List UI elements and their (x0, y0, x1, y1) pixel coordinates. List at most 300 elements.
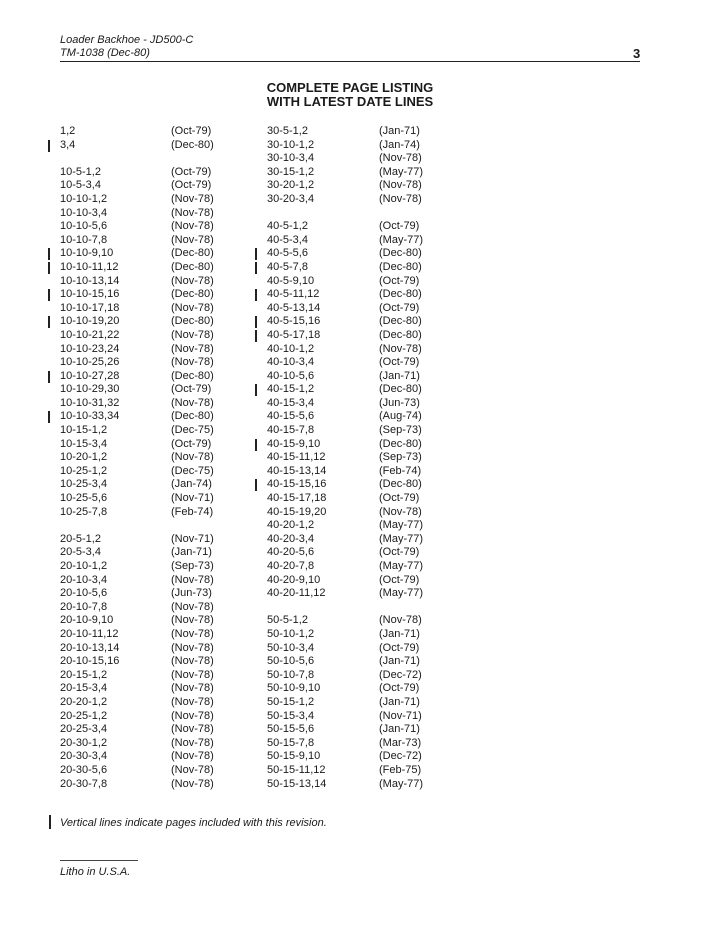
page-range-label: 40-15-7,8 (267, 424, 315, 437)
date-line: (Nov-78) (171, 396, 214, 409)
date-line: (Nov-78) (379, 342, 422, 355)
date-line: (Oct-79) (379, 573, 420, 586)
page-range-label: 40-15-17,18 (267, 492, 327, 505)
page-range (267, 234, 326, 248)
page-range-label: 10-15-3,4 (60, 437, 108, 450)
date-line: (Nov-78) (171, 301, 214, 314)
date-line: (Nov-78) (171, 763, 214, 776)
page-range-label: 50-15-13,14 (267, 777, 327, 790)
date-line: (Dec-80) (379, 478, 422, 491)
footer-rule (60, 860, 138, 861)
page-range (267, 778, 326, 792)
date-line: (Nov-78) (171, 668, 214, 681)
date-line: (Dec-80) (171, 138, 214, 151)
legend-note: Vertical lines indicate pages included with this revision. (60, 817, 327, 829)
page-range-label: 10-10-13,14 (60, 274, 120, 287)
page-range-label: 30-20-3,4 (267, 192, 315, 205)
page-range-label: 10-10-31,32 (60, 396, 120, 409)
page-range-label: 10-10-29,30 (60, 383, 120, 396)
date-line: (Nov-78) (379, 614, 422, 627)
page-range (60, 315, 119, 329)
page-range (267, 383, 326, 397)
date-line: (Dec-80) (379, 437, 422, 450)
page-range (60, 125, 119, 139)
page-range (267, 315, 326, 329)
page-range-label: 10-10-15,16 (60, 288, 120, 301)
page-range-label: 20-30-5,6 (60, 763, 108, 776)
page-range (267, 492, 326, 506)
page-range-label: 50-15-3,4 (267, 709, 315, 722)
page-range (267, 220, 326, 234)
page-range-label: 40-10-1,2 (267, 342, 315, 355)
page-range (60, 587, 119, 601)
date-line (171, 152, 214, 166)
date-line: (Jan-74) (379, 138, 420, 151)
page-range (60, 261, 119, 275)
date-line: (Nov-78) (171, 233, 214, 246)
page-range (267, 628, 326, 642)
header-manual-id: TM-1038 (Dec-80) (60, 47, 150, 59)
date-line: (Jan-71) (379, 723, 420, 736)
date-line: (Dec-80) (171, 315, 214, 328)
page-range (267, 723, 326, 737)
page-range-label: 10-10-7,8 (60, 233, 108, 246)
date-line: (Nov-78) (171, 573, 214, 586)
revision-bar-icon (48, 248, 50, 260)
page-range (60, 682, 119, 696)
date-line: (Oct-79) (171, 179, 212, 192)
page-range-label: 30-10-1,2 (267, 138, 315, 151)
date-line: (Nov-78) (171, 614, 214, 627)
page-range (267, 451, 326, 465)
page-range-label: 10-25-7,8 (60, 505, 108, 518)
page-subtitle: WITH LATEST DATE LINES (266, 94, 434, 109)
date-line: (Dec-72) (379, 750, 422, 763)
page-range (267, 179, 326, 193)
page-range-label: 10-25-5,6 (60, 492, 108, 505)
page-range (267, 696, 326, 710)
date-line: (Jan-74) (171, 478, 212, 491)
page-range-label: 10-10-1,2 (60, 192, 108, 205)
date-line: (Oct-79) (171, 125, 212, 137)
date-line: (Jan-71) (379, 369, 420, 382)
revision-bar-icon (48, 411, 50, 423)
page-range-label: 20-10-11,12 (60, 627, 119, 640)
page-range (267, 370, 326, 384)
page-range (267, 601, 326, 615)
revision-bar-icon (48, 289, 50, 301)
date-line: (Nov-78) (171, 641, 214, 654)
page-range-label: 40-15-15,16 (267, 478, 327, 491)
page-range (267, 152, 326, 166)
page-range-label: 40-5-11,12 (267, 288, 320, 301)
page-range (60, 614, 119, 628)
page-range-label: 30-5-1,2 (267, 125, 308, 137)
date-line: (May-77) (379, 777, 424, 790)
page-range (60, 288, 119, 302)
page-range (267, 506, 326, 520)
page-range-label: 20-10-5,6 (60, 587, 108, 600)
page-range (267, 329, 326, 343)
page-range-label: 20-30-1,2 (60, 736, 108, 749)
page-range (60, 628, 119, 642)
page-range-label: 3,4 (60, 138, 76, 151)
date-line: (Feb-75) (379, 763, 422, 776)
date-line: (Oct-79) (379, 220, 420, 233)
page-range (60, 329, 119, 343)
page-range (60, 778, 119, 792)
page-range (60, 424, 119, 438)
date-line: (Oct-79) (379, 641, 420, 654)
page-range-label: 40-5-13,14 (267, 301, 321, 314)
date-line: (Nov-78) (379, 505, 422, 518)
page-range (267, 356, 326, 370)
page-range (60, 478, 119, 492)
left-dates-column (171, 125, 214, 791)
page-range-label: 30-10-3,4 (267, 152, 315, 165)
page-range-label: 50-15-7,8 (267, 736, 315, 749)
page-range (267, 261, 326, 275)
revision-bar-icon (48, 262, 50, 274)
page-range-label: 20-5-1,2 (60, 532, 101, 545)
page-range-label: 50-15-5,6 (267, 723, 315, 736)
page-range (60, 737, 119, 751)
page-range (60, 152, 119, 166)
date-line: (Nov-71) (171, 492, 214, 505)
date-line: (Dec-75) (171, 464, 214, 477)
revision-bar-icon (255, 316, 257, 328)
page-range-label: 40-20-3,4 (267, 532, 315, 545)
page-range (60, 179, 119, 193)
date-line: (Jan-71) (379, 655, 420, 668)
page-range (60, 356, 119, 370)
page-range (60, 397, 119, 411)
page-range-label: 10-25-1,2 (60, 464, 108, 477)
page-range-label: 30-20-1,2 (267, 179, 315, 192)
page-range (60, 275, 119, 289)
page-range-label: 20-10-1,2 (60, 560, 108, 572)
page-range (60, 302, 119, 316)
date-line (171, 519, 214, 533)
page-range-label: 40-5-1,2 (267, 220, 308, 233)
page-range (60, 574, 119, 588)
date-line: (Dec-80) (171, 247, 214, 260)
page-range-label: 40-15-19,20 (267, 505, 327, 518)
page-range-label: 50-10-7,8 (267, 668, 315, 681)
revision-bar-icon (255, 384, 257, 396)
page-range-label: 20-10-15,16 (60, 655, 120, 668)
page-range-label: 10-10-33,34 (60, 410, 120, 423)
date-line: (Dec-72) (379, 668, 422, 681)
page-range-label: 40-10-3,4 (267, 356, 315, 369)
page-range (267, 125, 326, 139)
date-line: (Oct-79) (171, 383, 212, 396)
page-range-label: 20-10-13,14 (60, 641, 120, 654)
date-line: (Nov-78) (171, 723, 214, 736)
revision-bar-icon (48, 316, 50, 328)
revision-bar-icon (255, 289, 257, 301)
date-line: (Nov-78) (171, 695, 214, 708)
page-range-label: 10-10-17,18 (60, 301, 120, 314)
page-range (267, 642, 326, 656)
date-line (379, 207, 423, 221)
date-line: (May-77) (379, 233, 424, 246)
date-line: (Nov-78) (171, 328, 214, 341)
date-line: (Nov-78) (171, 736, 214, 749)
date-line: (Oct-79) (171, 165, 212, 178)
page-range (60, 370, 119, 384)
page-range (267, 166, 326, 180)
page-range (267, 302, 326, 316)
page-range (60, 166, 119, 180)
date-line: (Nov-78) (171, 274, 214, 287)
revision-bar-icon (48, 371, 50, 383)
date-line: (Nov-78) (379, 179, 422, 192)
page-range (60, 519, 119, 533)
page-range-label: 50-10-9,10 (267, 682, 321, 695)
footer-note: Litho in U.S.A. (60, 866, 131, 878)
page-range (267, 737, 326, 751)
date-line: (Dec-80) (171, 369, 214, 382)
date-line: (Dec-80) (171, 260, 214, 273)
page-range-label: 30-15-1,2 (267, 165, 315, 178)
page-range-label: 20-10-7,8 (60, 600, 108, 613)
page-range-label: 40-5-9,10 (267, 274, 315, 287)
right-pages-column (267, 125, 326, 791)
page-range-label: 50-5-1,2 (267, 614, 308, 627)
date-line: (Oct-79) (379, 274, 420, 287)
page-range (267, 614, 326, 628)
revision-bar-icon (255, 439, 257, 451)
page-range (60, 193, 119, 207)
date-line: (May-77) (379, 165, 424, 178)
page-range (267, 288, 326, 302)
date-line: (Jan-71) (379, 695, 420, 708)
page-range (267, 655, 326, 669)
page-range (60, 669, 119, 683)
date-line: (Jun-73) (379, 396, 420, 409)
date-line: (Nov-78) (171, 220, 214, 233)
page-range-label: 40-5-3,4 (267, 233, 308, 246)
page-range (267, 247, 326, 261)
date-line: (May-77) (379, 532, 424, 545)
page-range (267, 574, 326, 588)
page-range-label: 10-10-5,6 (60, 220, 108, 233)
date-line: (Dec-80) (379, 383, 422, 396)
page-range-label: 40-10-5,6 (267, 369, 315, 382)
page-range (267, 438, 326, 452)
date-line: (Nov-78) (171, 356, 214, 369)
date-line: (Nov-78) (171, 342, 214, 355)
page-range-label: 20-30-7,8 (60, 777, 108, 790)
page-range-label: 40-20-11,12 (267, 587, 326, 600)
page-range (60, 234, 119, 248)
page-range (60, 438, 119, 452)
date-line (379, 601, 423, 615)
page-range-label: 40-20-1,2 (267, 519, 315, 532)
page-range (267, 710, 326, 724)
page-range (267, 764, 326, 778)
date-line: (Oct-79) (379, 356, 420, 369)
page-range (267, 193, 326, 207)
page-range-label: 40-15-9,10 (267, 437, 321, 450)
page-range (60, 451, 119, 465)
page-range-label: 10-25-3,4 (60, 478, 108, 491)
date-line: (Oct-79) (379, 682, 420, 695)
page-range-label: 10-10-25,26 (60, 356, 120, 369)
page-range-label: 50-15-1,2 (267, 695, 315, 708)
page-range-label: 40-20-7,8 (267, 560, 315, 572)
page-range-label: 40-20-5,6 (267, 546, 315, 559)
page-range-label: 10-10-3,4 (60, 206, 108, 219)
page-range-label: 50-10-3,4 (267, 641, 315, 654)
page-range (60, 764, 119, 778)
page-range-label: 20-10-3,4 (60, 573, 108, 586)
date-line: (Nov-78) (171, 627, 214, 640)
page-range-label: 40-15-11,12 (267, 451, 326, 464)
page-range (267, 424, 326, 438)
page-range (60, 642, 119, 656)
page-range (60, 465, 119, 479)
page-range (60, 220, 119, 234)
page-range (60, 696, 119, 710)
page-range (267, 546, 326, 560)
date-line: (May-77) (379, 519, 424, 532)
date-line: (Jun-73) (171, 587, 212, 600)
date-line: (Aug-74) (379, 410, 422, 423)
revision-bar-icon (255, 479, 257, 491)
page-range-label: 40-15-1,2 (267, 383, 315, 396)
page-range-label: 10-20-1,2 (60, 451, 108, 464)
page-range-label: 20-25-1,2 (60, 709, 108, 722)
page-range (267, 275, 326, 289)
page-range (267, 587, 326, 601)
page-range-label: 20-5-3,4 (60, 546, 101, 559)
revision-bar-icon (255, 262, 257, 274)
page-range-label: 40-20-9,10 (267, 573, 321, 586)
date-line: (Sep-73) (171, 560, 214, 572)
page-range-label: 20-15-3,4 (60, 682, 108, 695)
page-range-label: 20-10-9,10 (60, 614, 114, 627)
date-line: (Dec-80) (171, 410, 214, 423)
revision-bar-icon (49, 815, 51, 829)
page-range-label: 50-15-11,12 (267, 763, 326, 776)
date-line: (Nov-78) (171, 192, 214, 205)
page-range (267, 682, 326, 696)
header-model: Loader Backhoe - JD500-C (60, 34, 194, 46)
date-line: (Nov-78) (171, 682, 214, 695)
date-line: (Nov-71) (171, 532, 214, 545)
page-range (267, 669, 326, 683)
page-range (267, 139, 326, 153)
date-line: (Nov-71) (379, 709, 422, 722)
page-range (60, 723, 119, 737)
page-range-label: 50-10-1,2 (267, 627, 315, 640)
page-range (267, 750, 326, 764)
date-line: (Dec-75) (171, 424, 214, 437)
page-range (267, 465, 326, 479)
page-range (60, 546, 119, 560)
page-range-label: 40-5-15,16 (267, 315, 321, 328)
page-range-label: 40-15-3,4 (267, 396, 315, 409)
date-line: (May-77) (379, 587, 424, 600)
page-range (267, 343, 326, 357)
date-line: (May-77) (379, 560, 424, 572)
date-line: (Nov-78) (171, 206, 214, 219)
page-title: COMPLETE PAGE LISTING (266, 80, 434, 95)
date-line: (Nov-78) (171, 750, 214, 763)
date-line: (Feb-74) (171, 505, 214, 518)
page-number: 3 (633, 46, 641, 61)
page-range (60, 506, 119, 520)
date-line: (Mar-73) (379, 736, 422, 749)
date-line: (Nov-78) (171, 709, 214, 722)
date-line: (Sep-73) (379, 424, 422, 437)
date-line: (Oct-79) (379, 492, 420, 505)
page-range-label: 10-10-27,28 (60, 369, 120, 382)
page-range-label: 50-15-9,10 (267, 750, 321, 763)
date-line: (Nov-78) (379, 192, 422, 205)
page-range-label: 10-15-1,2 (60, 424, 108, 437)
date-line: (Sep-73) (379, 451, 422, 464)
date-line: (Nov-78) (171, 451, 214, 464)
right-dates-column (379, 125, 423, 791)
page-range-label: 40-15-5,6 (267, 410, 315, 423)
page-range (267, 478, 326, 492)
page-range-label: 10-10-21,22 (60, 328, 120, 341)
page-range-label: 40-5-5,6 (267, 247, 308, 260)
date-line: (Dec-80) (379, 315, 422, 328)
date-line: (Dec-80) (379, 288, 422, 301)
date-line: (Nov-78) (379, 152, 422, 165)
page-range-label: 10-10-19,20 (60, 315, 120, 328)
page-range-label: 10-5-1,2 (60, 165, 101, 178)
date-line: (Feb-74) (379, 464, 422, 477)
page-range (267, 207, 326, 221)
date-line: (Oct-79) (379, 546, 420, 559)
date-line: (Nov-78) (171, 600, 214, 613)
date-line: (Nov-78) (171, 777, 214, 790)
page-range (267, 533, 326, 547)
date-line: (Dec-80) (379, 328, 422, 341)
page-range-label: 10-10-23,24 (60, 342, 120, 355)
date-line: (Jan-71) (379, 125, 420, 137)
page-range (60, 533, 119, 547)
page-range-label: 20-15-1,2 (60, 668, 108, 681)
page-range-label: 10-5-3,4 (60, 179, 101, 192)
page-range-label: 20-30-3,4 (60, 750, 108, 763)
page-range-label: 20-25-3,4 (60, 723, 108, 736)
page-range-label: 10-10-11,12 (60, 260, 119, 273)
page-range (60, 383, 119, 397)
date-line: (Dec-80) (171, 288, 214, 301)
page-range-label: 20-20-1,2 (60, 695, 108, 708)
page-range (60, 655, 119, 669)
page-range (60, 207, 119, 221)
page-range-label: 50-10-5,6 (267, 655, 315, 668)
page-range (60, 710, 119, 724)
page-range-label: 40-5-17,18 (267, 328, 321, 341)
revision-bar-icon (255, 330, 257, 342)
page-range-label: 1,2 (60, 125, 76, 137)
page-range (60, 601, 119, 615)
page-range-label: 40-5-7,8 (267, 260, 308, 273)
page-range (60, 139, 119, 153)
page-range (60, 247, 119, 261)
page-range (60, 343, 119, 357)
date-line: (Jan-71) (379, 627, 420, 640)
page-range-label: 40-15-13,14 (267, 464, 327, 477)
